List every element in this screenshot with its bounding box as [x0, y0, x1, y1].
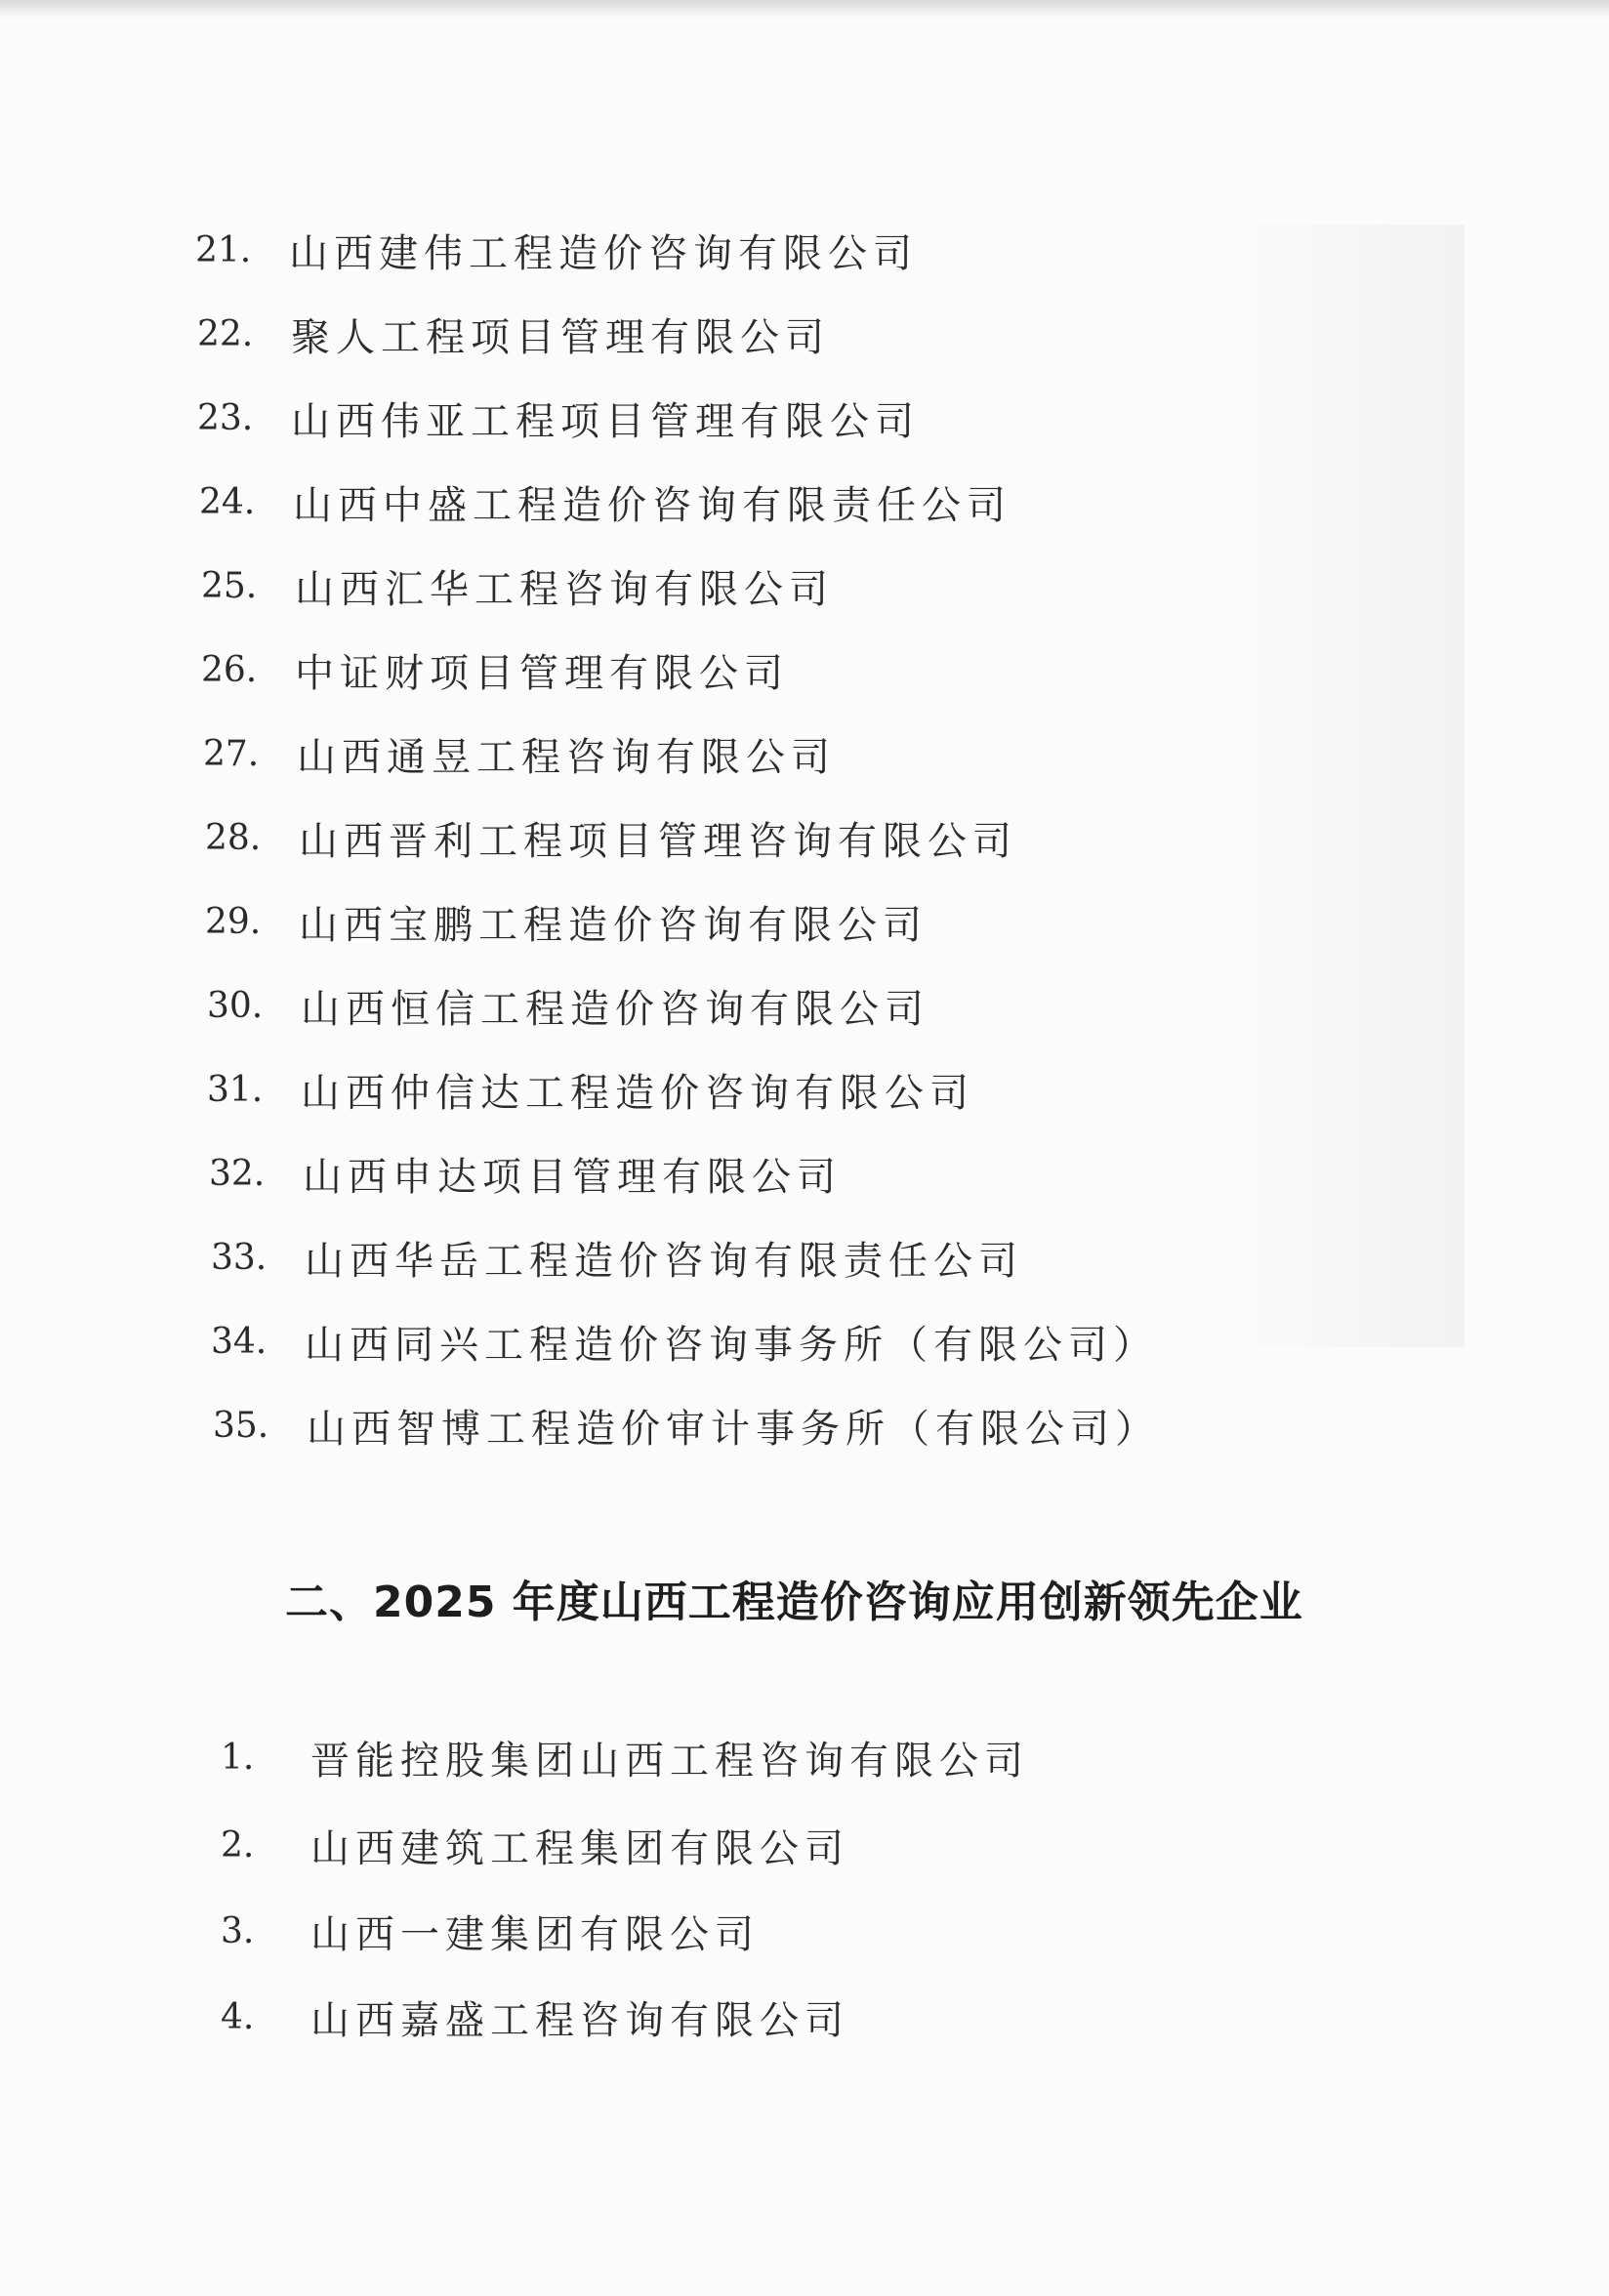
list-item	[201, 640, 789, 699]
section-heading: 二、2025 年度山西工程造价咨询应用创新领先企业	[285, 1578, 1303, 1627]
list-item-number: 33.	[211, 1237, 268, 1278]
list-item-number: 25.	[201, 565, 258, 606]
list-item-company: 山西华岳工程造价咨询有限责任公司	[305, 1238, 1023, 1284]
list-item-number: 27.	[203, 733, 260, 774]
list-item	[209, 1144, 842, 1203]
list-item-company: 山西申达项目管理有限公司	[303, 1154, 842, 1200]
list-item-number: 4.	[221, 1996, 255, 2037]
list-item	[197, 305, 830, 363]
list-item-company: 山西一建集团有限公司	[310, 1911, 760, 1957]
bleed-through-shading	[1211, 225, 1465, 1347]
list-item-number: 24.	[199, 481, 256, 522]
list-item-company: 山西恒信工程造价咨询有限公司	[301, 986, 929, 1032]
list-item-number: 21.	[195, 229, 252, 270]
list-item-number: 1.	[221, 1737, 255, 1778]
list-item-number: 34.	[211, 1321, 268, 1362]
list-item-number: 35.	[213, 1405, 269, 1446]
list-item-number: 26.	[201, 649, 258, 690]
list-item-company: 山西中盛工程造价咨询有限责任公司	[293, 482, 1011, 528]
list-item	[211, 1228, 1023, 1287]
list-item	[207, 976, 929, 1035]
list-item-number: 28.	[205, 817, 262, 858]
list-item-company: 山西宝鹏工程造价咨询有限公司	[299, 902, 928, 948]
list-item	[211, 1312, 1158, 1371]
list-item-company: 山西建伟工程造价咨询有限公司	[289, 230, 918, 276]
list-item-number: 32.	[209, 1153, 266, 1194]
scan-edge-shadow	[0, 0, 1609, 18]
list-item-company: 山西同兴工程造价咨询事务所（有限公司）	[305, 1322, 1158, 1368]
list-item-number: 3.	[221, 1910, 255, 1951]
list-item-number: 2.	[221, 1824, 255, 1866]
list-item	[207, 1060, 974, 1119]
list-item	[221, 1988, 849, 2046]
list-item	[213, 1396, 1160, 1455]
list-item-company: 中证财项目管理有限公司	[295, 650, 789, 696]
list-item-company: 山西仲信达工程造价咨询有限公司	[301, 1070, 974, 1116]
list-item	[195, 221, 918, 279]
list-item-company: 山西通昱工程咨询有限公司	[297, 734, 836, 780]
list-item	[205, 892, 928, 951]
list-item-company: 聚人工程项目管理有限公司	[291, 314, 830, 360]
list-item-company: 山西汇华工程咨询有限公司	[295, 566, 834, 612]
list-item-number: 22.	[197, 313, 254, 354]
list-item-number: 30.	[207, 985, 264, 1026]
list-item-company: 山西晋利工程项目管理咨询有限公司	[299, 818, 1017, 864]
list-item	[221, 1902, 760, 1960]
list-item	[205, 808, 1017, 867]
list-item-company: 山西建筑工程集团有限公司	[310, 1825, 849, 1871]
list-item-company: 山西嘉盛工程咨询有限公司	[310, 1997, 849, 2043]
list-item	[197, 389, 920, 447]
list-item-number: 31.	[207, 1069, 264, 1110]
list-item-number: 23.	[197, 397, 254, 438]
list-item-number: 29.	[205, 901, 262, 942]
list-item-company: 晋能控股集团山西工程咨询有限公司	[310, 1738, 1029, 1784]
list-item	[201, 556, 834, 615]
list-item	[203, 724, 836, 783]
list-item	[199, 472, 1011, 531]
list-item	[221, 1816, 849, 1874]
list-item-company: 山西智博工程造价审计事务所（有限公司）	[307, 1406, 1160, 1452]
list-item	[221, 1728, 1029, 1786]
list-item-company: 山西伟亚工程项目管理有限公司	[291, 398, 920, 444]
